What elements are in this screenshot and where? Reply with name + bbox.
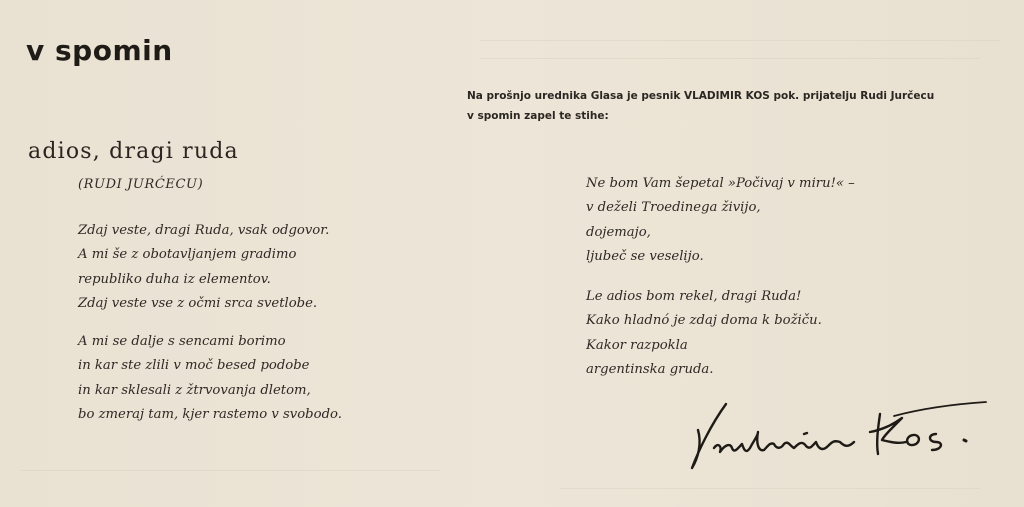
verse-line: ljubeč se veselijo. [586,248,704,264]
verse-line: argentinska gruda. [586,361,714,377]
intro-line-2: v spomin zapel te stihe: [467,110,609,122]
stanza-3 [586,172,855,269]
verse-line: Kakor razpokla [586,337,688,353]
poem-title: adios, dragi ruda [28,139,239,164]
section-title: v spomin [26,34,173,67]
verse-line: dojemajo, [586,224,651,240]
signature [684,396,994,476]
verse-line: A mi še z obotavljanjem gradimo [78,247,297,263]
bleed-through-line [480,58,980,59]
verse-line: Zdaj veste, dragi Ruda, vsak odgovor. [78,223,330,238]
verse-line: A mi se dalje s sencami borimo [78,334,286,349]
stanza-4 [586,285,822,382]
bleed-through-line [20,470,440,471]
verse-line: Ne bom Vam šepetal »Počivaj v miru!« – [586,176,855,191]
poem-dedication: (RUDI JURĆECU) [78,177,204,192]
verse-line: Le adios bom rekel, dragi Ruda! [586,289,802,304]
intro-line-1: Na prošnjo urednika Glasa je pesnik VLADIMIR KOS pok. prijatelju Rudi Jurčecu [467,90,935,102]
verse-line: republiko duha iz elementov. [78,271,271,287]
intro-note [467,86,1007,126]
verse-line: v deželi Troedinega živijo, [586,200,761,216]
verse-line: Zdaj veste vse z očmi srca svetlobe. [78,295,318,311]
verse-line: in kar ste zlili v moč besed podobe [78,358,310,374]
verse-line: bo zmeraj tam, kjer rastemo v svobodo. [78,406,342,422]
bleed-through-line [480,40,1000,41]
stanza-2 [78,330,342,427]
stanza-1 [78,219,329,316]
verse-line: Kako hladnó je zdaj doma k božiču. [586,313,822,329]
verse-line: in kar sklesali z žtrvovanja dletom, [78,382,311,398]
bleed-through-line [560,488,980,489]
